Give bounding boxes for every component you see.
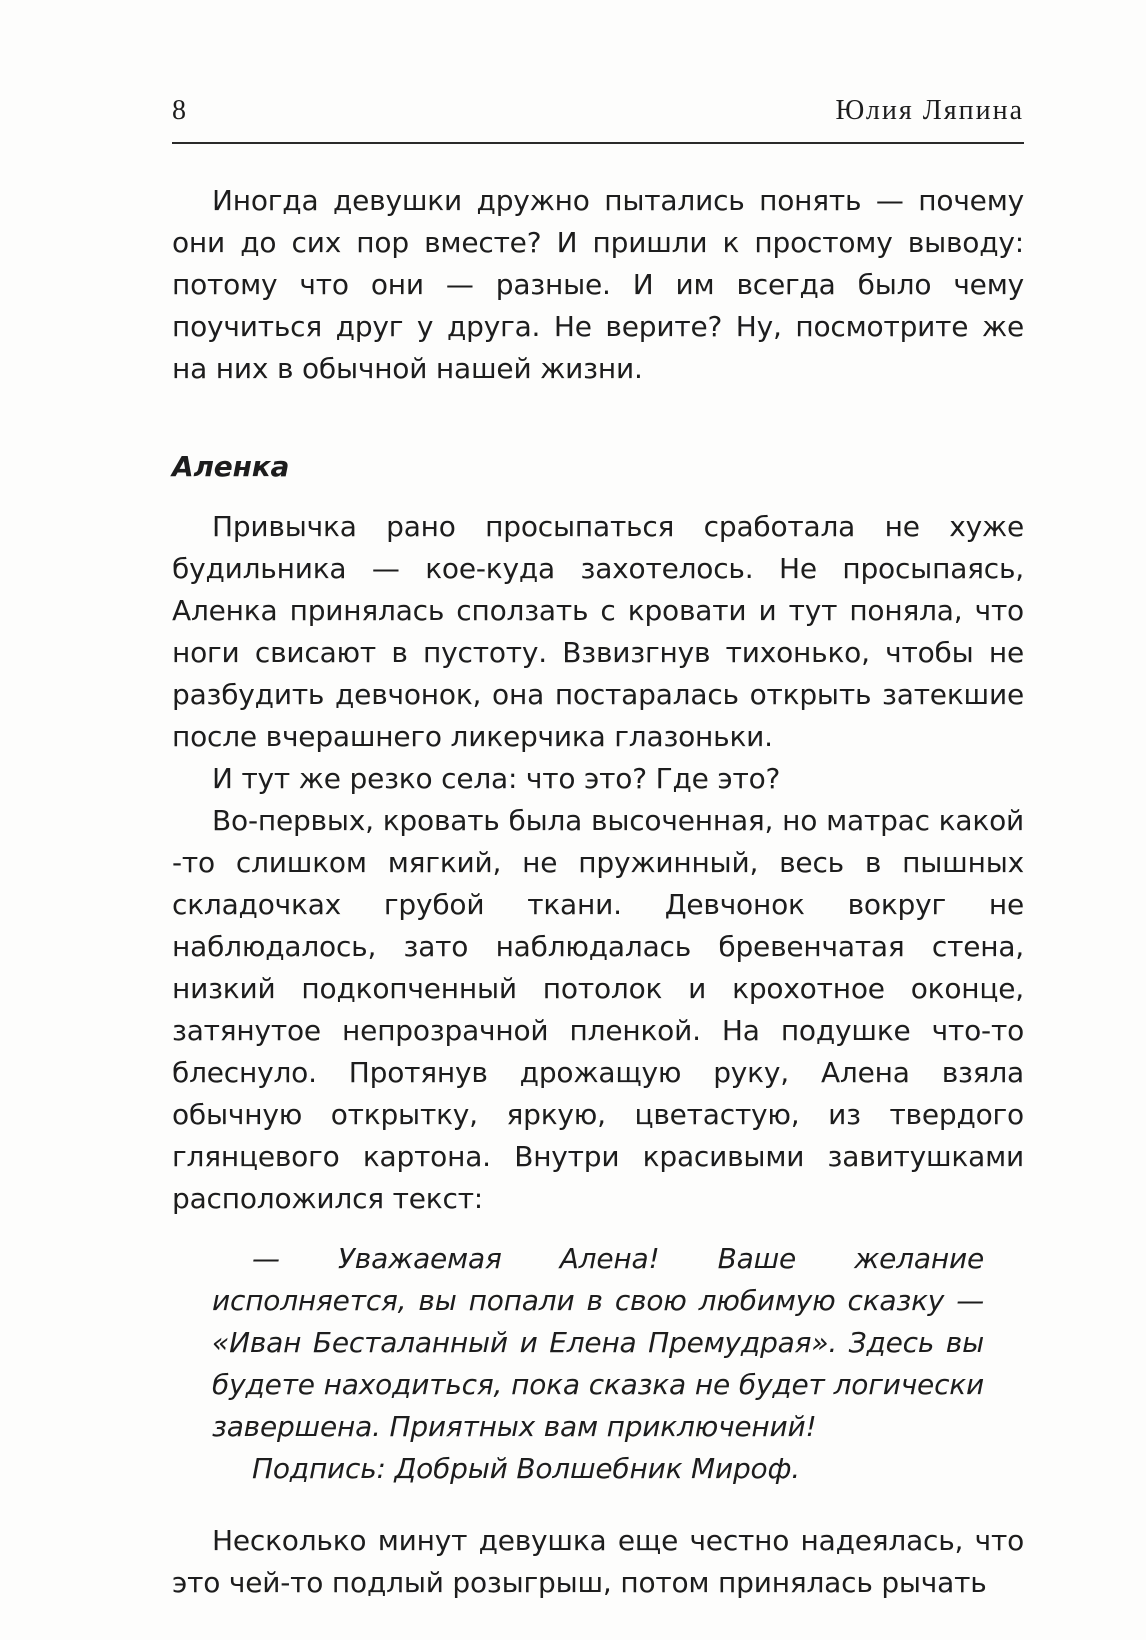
paragraph-2: И тут же резко села: что это? Где это? [212, 762, 781, 795]
page-body [172, 180, 1024, 1604]
paragraph-3: Во-первых, кровать была высоченная, но матрас какой -то слишком мягкий, не пружинный, весь в пышных складочках грубой ткани. Девчонок вокруг не наблюдалось, зато наблюдалась бревенчатая стена, низкий подкопченный потолок и крохотное оконце, затянутое непрозрачной пленкой. На подушке что-то блеснуло. Протянув дрожащую руку, Алена взяла обычную открытку, яркую, цветастую, из твердого глянцевого картона. Внутри красивыми завитушками расположился текст: [172, 804, 1024, 1215]
intro-paragraph: Иногда девушки дружно пытались понять — почему они до сих пор вместе? И пришли к простому выводу: потому что они — разные. И им всегда было чему поучиться друг у друга. Не верите? Ну, посмотрите же на них в обычной нашей жизни. [172, 184, 1024, 385]
postcard-quote [212, 1238, 984, 1490]
paragraph-4: Несколько минут девушка еще честно надеялась, что это чей-то подлый розыгрыш, потом принялась рычать [172, 1524, 1024, 1599]
quote-signature: Подпись: Добрый Волшебник Мироф. [252, 1452, 800, 1485]
page-header [172, 86, 1024, 144]
paragraph-1: Привычка рано просыпаться сработала не хуже будильника — кое-куда захотелось. Не просыпаясь, Аленка принялась сползать с кровати и тут поняла, что ноги свисают в пустоту. Взвизгнув тихонько, чтобы не разбудить девчонок, она постаралась открыть затекшие после вчерашнего ликерчика глазоньки. [172, 510, 1024, 753]
running-head-author: Юлия Ляпина [835, 95, 1024, 126]
section-title: Аленка [172, 450, 290, 483]
page-number: 8 [172, 95, 186, 126]
quote-text: — Уважаемая Алена! Ваше желание исполняется, вы попали в свою любимую сказку — «Иван Бесталанный и Елена Премудрая». Здесь вы будете находиться, пока сказка не будет логически завершена. Приятных вам приключений! [212, 1242, 984, 1443]
